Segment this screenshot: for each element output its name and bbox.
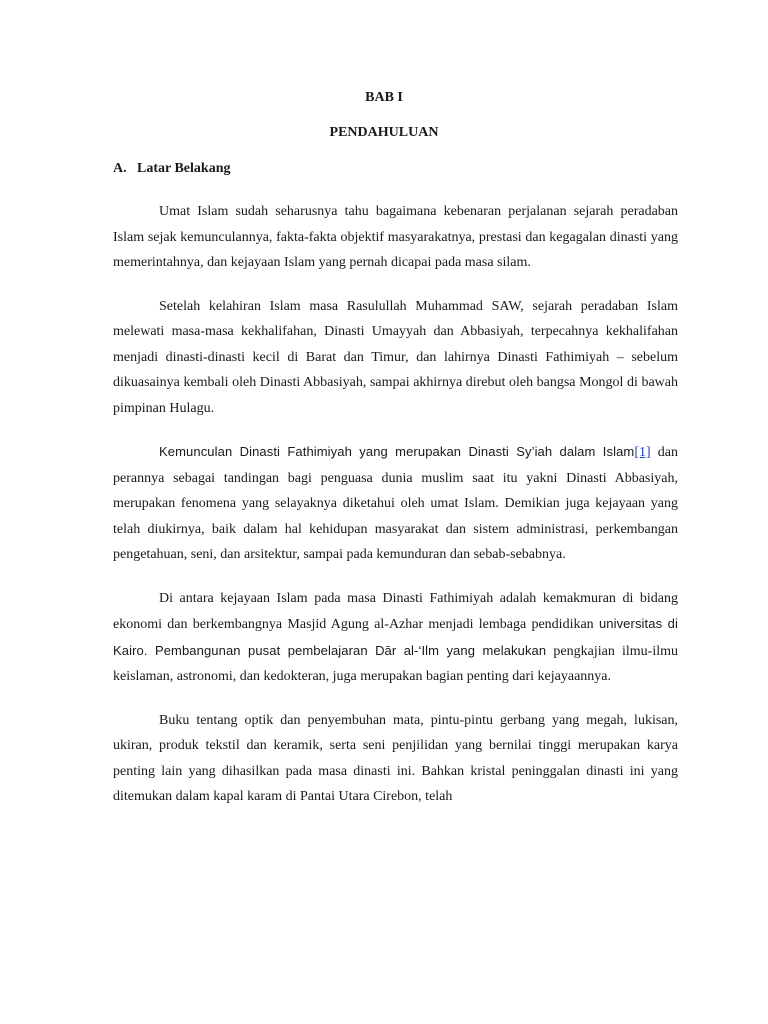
paragraph-4-sans-line: universitas di Kairo. Pembangunan pusat pembelajaran Dār al-‘Ilm yang melakukan bbox=[113, 616, 678, 658]
section-heading bbox=[113, 161, 230, 177]
chapter-label: BAB I bbox=[365, 90, 403, 105]
paragraph-4 bbox=[113, 586, 678, 690]
paragraph-3-rest: dan perannya sebagai tandingan bagi penguasa dunia muslim saat itu yakni Dinasti Abbasiyah, merupakan fenomena yang selayaknya diketahui oleh umat Islam. Demikian juga kejayaan yang telah diukirnya, baik dalam hal kehidupan masyarakat dan sistem administrasi, perkembangan pengetahuan, seni, dan arsitektur, sampai pada kemunduran dan sebab-sebabnya. bbox=[113, 445, 679, 562]
paragraph-4-rest: pengkajian ilmu-ilmu keislaman, astronomi, dan kedokteran, juga merupakan bagian penting dari kejayaannya. bbox=[113, 643, 678, 684]
section-number: A. bbox=[113, 161, 127, 176]
paragraph-3 bbox=[113, 439, 678, 568]
footnote-link[interactable]: [1] bbox=[634, 445, 651, 460]
paragraph-4-lead: Di antara kejayaan Islam pada masa Dinasti Fathimiyah adalah kemakmuran di bidang ekonomi dan berkembangnya Masjid Agung al-Azhar menjadi lembaga pendidikan bbox=[113, 590, 678, 632]
paragraph-5: Buku tentang optik dan penyembuhan mata, pintu-pintu gerbang yang megah, lukisan, ukiran, produk tekstil dan keramik, serta seni penjilidan yang bernilai tinggi merupakan karya penting lain yang dihasilkan pada masa dinasti ini. Bahkan kristal peninggalan dinasti ini yang ditemukan dalam kapal karam di Pantai Utara Cirebon, telah bbox=[113, 712, 678, 804]
chapter-title: PENDAHULUAN bbox=[329, 125, 439, 140]
paragraph-1: Umat Islam sudah seharusnya tahu bagaimana kebenaran perjalanan sejarah peradaban Islam sejak kemunculannya, fakta-fakta objektif masyarakatnya, prestasi dan kegagalan dinasti yang memerintahnya, dan kejayaan Islam yang pernah dicapai pada masa silam. bbox=[113, 204, 678, 270]
body-text bbox=[113, 199, 678, 828]
section-title: Latar Belakang bbox=[137, 161, 231, 176]
paragraph-2: Setelah kelahiran Islam masa Rasulullah Muhammad SAW, sejarah peradaban Islam melewati masa-masa kekhalifahan, Dinasti Umayyah dan Abbasiyah, terpecahnya kekhalifahan menjadi dinasti-dinasti kecil di Barat dan Timur, dan lahirnya Dinasti Fathimiyah – sebelum dikuasainya kembali oleh Dinasti Abbasiyah, sampai akhirnya direbut oleh bangsa Mongol di bawah pimpinan Hulagu. bbox=[113, 298, 678, 416]
paragraph-3-lead: Kemunculan Dinasti Fathimiyah yang merupakan Dinasti Sy’iah dalam Islam bbox=[159, 444, 635, 459]
